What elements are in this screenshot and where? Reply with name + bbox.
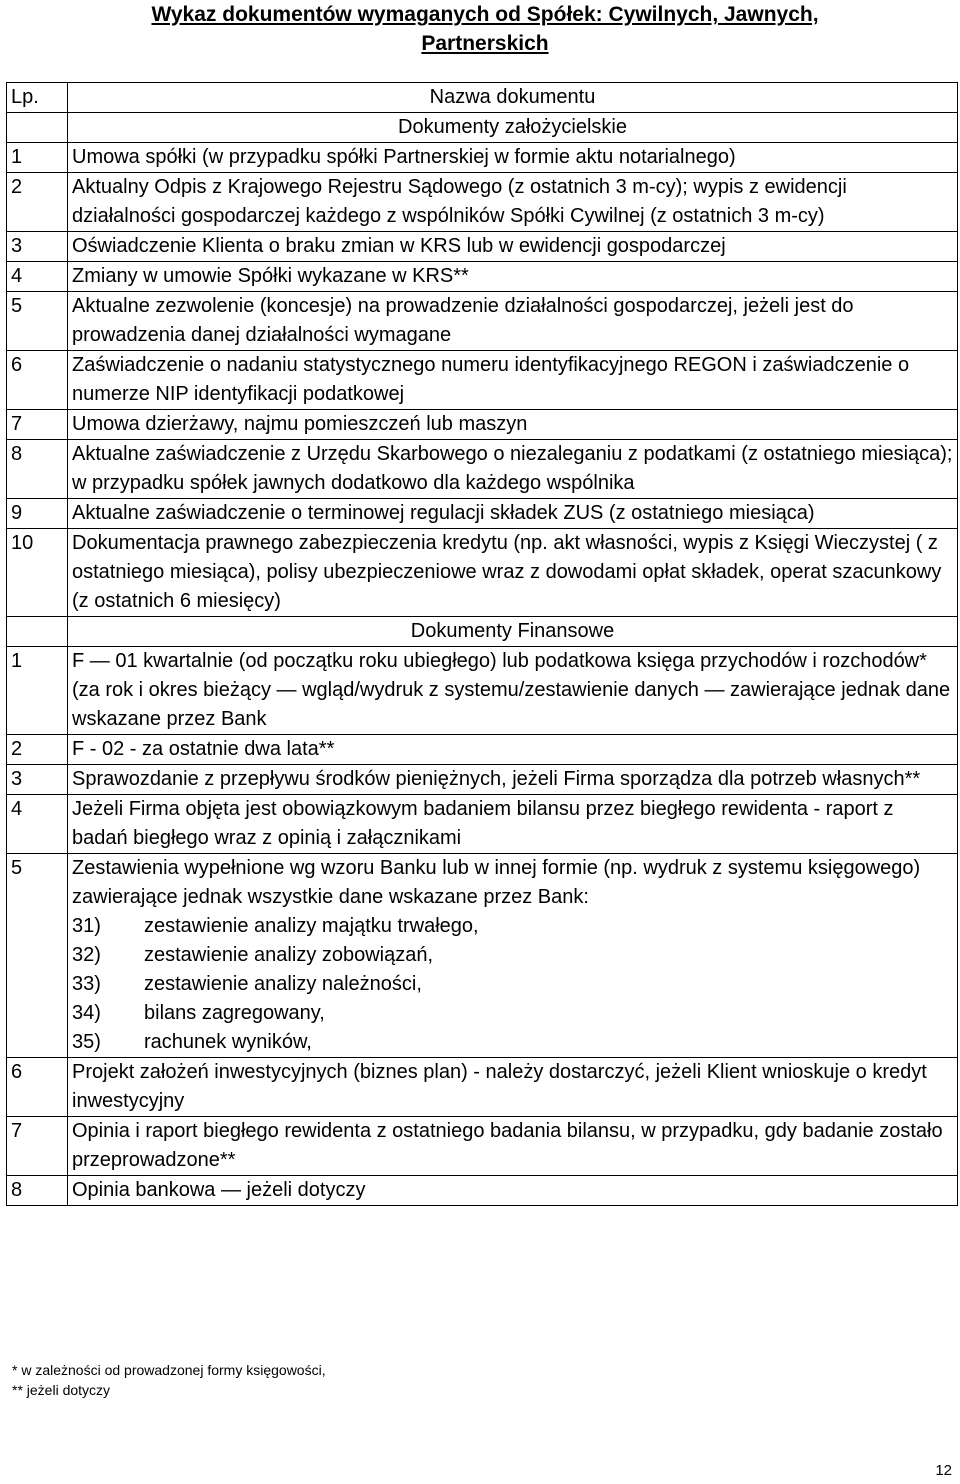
row-text: Umowa dzierżawy, najmu pomieszczeń lub maszyn	[68, 410, 958, 440]
table-row	[7, 765, 958, 795]
row-text: Aktualne zaświadczenie o terminowej regulacji składek ZUS (z ostatniego miesiąca)	[68, 499, 958, 529]
table-row	[7, 143, 958, 173]
row-text: Zmiany w umowie Spółki wykazane w KRS**	[68, 262, 958, 292]
section-row-financial	[7, 617, 958, 647]
row-number: 5	[7, 854, 68, 1058]
statements-sublist	[72, 912, 953, 1057]
row-text: Umowa spółki (w przypadku spółki Partnerskiej w formie aktu notarialnego)	[68, 143, 958, 173]
row-text: Opinia bankowa — jeżeli dotyczy	[68, 1176, 958, 1206]
table-row	[7, 529, 958, 617]
table-row	[7, 351, 958, 410]
row-cell-with-list	[68, 854, 958, 1058]
list-item-number: 35)	[72, 1031, 101, 1053]
list-item-number: 33)	[72, 973, 101, 995]
row-number: 8	[7, 1176, 68, 1206]
table-row	[7, 173, 958, 232]
row-number: 4	[7, 262, 68, 292]
title-line-2: Partnerskich	[421, 32, 549, 55]
row-text: Oświadczenie Klienta o braku zmian w KRS lub w ewidencji gospodarczej	[68, 232, 958, 262]
list-item	[72, 941, 953, 970]
section-heading-founding: Dokumenty założycielskie	[68, 113, 958, 143]
row-text: Dokumentacja prawnego zabezpieczenia kredytu (np. akt własności, wypis z Księgi Wieczystej ( z ostatniego miesiąca), polisy ubezpieczeniowe wraz z dowodami opłat składek, operat szacunkowy (z ostatnich 6 miesięcy)	[68, 529, 958, 617]
row-number: 3	[7, 232, 68, 262]
row-number: 10	[7, 529, 68, 617]
list-item-number: 32)	[72, 944, 101, 966]
section-spacer	[7, 617, 68, 647]
row-number: 2	[7, 173, 68, 232]
list-item-text: bilans zagregowany,	[144, 1002, 325, 1024]
row-text: Sprawozdanie z przepływu środków pieniężnych, jeżeli Firma sporządza dla potrzeb własnych**	[68, 765, 958, 795]
list-item-number: 31)	[72, 915, 101, 937]
table-row	[7, 292, 958, 351]
footnote-star: * w zależności od prowadzonej formy księgowości,	[12, 1362, 326, 1378]
list-item-text: zestawienie analizy majątku trwałego,	[144, 915, 479, 937]
row-number: 2	[7, 735, 68, 765]
row-number: 6	[7, 1058, 68, 1117]
section-heading-financial: Dokumenty Finansowe	[68, 617, 958, 647]
row-text: Zaświadczenie o nadaniu statystycznego numeru identyfikacyjnego REGON i zaświadczenie o numerze NIP identyfikacji podatkowej	[68, 351, 958, 410]
table-row	[7, 647, 958, 735]
row-number: 7	[7, 1117, 68, 1176]
row-text: F — 01 kwartalnie (od początku roku ubiegłego) lub podatkowa księga przychodów i rozchodów* (za rok i okres bieżący — wgląd/wydruk z systemu/zestawienie danych — zawierające jednak dane wskazane przez Bank	[68, 647, 958, 735]
table-row	[7, 1058, 958, 1117]
row-number: 1	[7, 143, 68, 173]
title-line-1: Wykaz dokumentów wymaganych od Spółek: Cywilnych, Jawnych,	[151, 3, 819, 26]
table-row	[7, 499, 958, 529]
row-number: 7	[7, 410, 68, 440]
list-item	[72, 970, 953, 999]
column-header-lp: Lp.	[7, 83, 68, 113]
table-row	[7, 735, 958, 765]
row-number: 1	[7, 647, 68, 735]
table-row	[7, 410, 958, 440]
table-row	[7, 440, 958, 499]
list-item-number: 34)	[72, 1002, 101, 1024]
footnote-double-star: ** jeżeli dotyczy	[12, 1382, 111, 1398]
list-item-text: rachunek wyników,	[144, 1031, 312, 1053]
list-item-text: zestawienie analizy zobowiązań,	[144, 944, 434, 966]
table-header-row	[7, 83, 958, 113]
table-row	[7, 795, 958, 854]
row-text: Opinia i raport biegłego rewidenta z ostatniego badania bilansu, w przypadku, gdy badanie zostało przeprowadzone**	[68, 1117, 958, 1176]
row-number: 4	[7, 795, 68, 854]
row-text: Aktualne zezwolenie (koncesje) na prowadzenie działalności gospodarczej, jeżeli jest do prowadzenia danej działalności wymagane	[68, 292, 958, 351]
row-number: 3	[7, 765, 68, 795]
row-number: 6	[7, 351, 68, 410]
row-text: Zestawienia wypełnione wg wzoru Banku lub w innej formie (np. wydruk z systemu księgowego) zawierające jednak wszystkie dane wskazane przez Bank:	[72, 857, 921, 908]
list-item	[72, 999, 953, 1028]
list-item	[72, 912, 953, 941]
page-number: 12	[935, 1462, 952, 1479]
row-text: Projekt założeń inwestycyjnych (biznes plan) - należy dostarczyć, jeżeli Klient wnioskuje o kredyt inwestycyjny	[68, 1058, 958, 1117]
table-row	[7, 1176, 958, 1206]
document-title	[60, 0, 910, 58]
table-row	[7, 262, 958, 292]
list-item	[72, 1028, 953, 1057]
section-row-founding	[7, 113, 958, 143]
list-item-text: zestawienie analizy należności,	[144, 973, 422, 995]
row-text: F - 02 - za ostatnie dwa lata**	[68, 735, 958, 765]
row-number: 5	[7, 292, 68, 351]
row-number: 9	[7, 499, 68, 529]
table-row	[7, 232, 958, 262]
section-spacer	[7, 113, 68, 143]
row-number: 8	[7, 440, 68, 499]
column-header-name: Nazwa dokumentu	[68, 83, 958, 113]
row-text: Jeżeli Firma objęta jest obowiązkowym badaniem bilansu przez biegłego rewidenta - raport z badań biegłego wraz z opinią i załącznikami	[68, 795, 958, 854]
table-row	[7, 854, 958, 1058]
row-text: Aktualne zaświadczenie z Urzędu Skarbowego o niezaleganiu z podatkami (z ostatniego miesiąca); w przypadku spółek jawnych dodatkowo dla każdego wspólnika	[68, 440, 958, 499]
footnotes	[12, 1360, 326, 1400]
documents-table	[6, 82, 958, 1206]
row-text: Aktualny Odpis z Krajowego Rejestru Sądowego (z ostatnich 3 m-cy); wypis z ewidencji działalności gospodarczej każdego z wspólników Spółki Cywilnej (z ostatnich 3 m-cy)	[68, 173, 958, 232]
table-row	[7, 1117, 958, 1176]
